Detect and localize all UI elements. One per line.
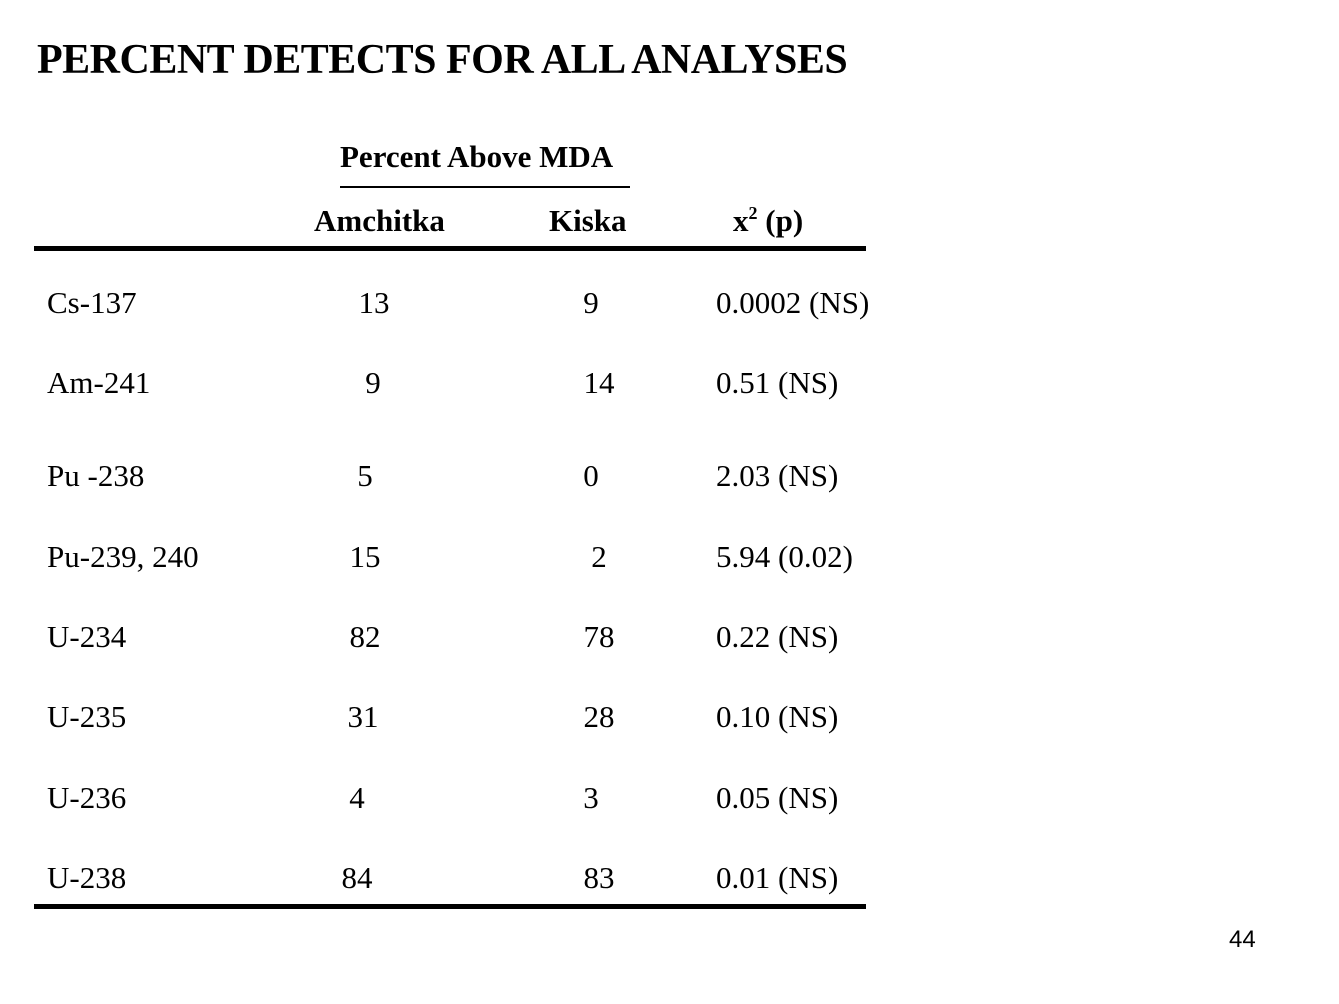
table-row-analyte: Am-241	[47, 365, 151, 400]
table-row-kiska: 78	[583, 619, 615, 654]
table-row-kiska: 3	[583, 780, 599, 815]
table-row-kiska: 28	[583, 699, 615, 734]
chi-superscript: 2	[748, 203, 758, 223]
table-row-amchitka: 31	[347, 699, 379, 734]
group-header-percent-above-mda: Percent Above MDA	[340, 139, 614, 174]
table-row-chi-square: 0.05 (NS)	[716, 780, 839, 815]
column-header-kiska: Kiska	[549, 203, 627, 238]
table-row-analyte: U-238	[47, 860, 127, 895]
table-row-chi-square: 0.0002 (NS)	[716, 285, 870, 320]
table-row-amchitka: 5	[357, 458, 373, 493]
column-header-amchitka: Amchitka	[314, 203, 445, 238]
chi-symbol: x	[733, 203, 749, 238]
table-row-chi-square: 5.94 (0.02)	[716, 539, 853, 574]
table-row-analyte: U-234	[47, 619, 127, 654]
table-bottom-rule	[34, 904, 866, 909]
table-row-analyte: U-235	[47, 699, 127, 734]
table-row-kiska: 14	[583, 365, 615, 400]
page-number: 44	[1229, 926, 1256, 953]
table-row-analyte: Cs-137	[47, 285, 137, 320]
chi-suffix: (p)	[757, 203, 804, 238]
table-row-kiska: 83	[583, 860, 615, 895]
table-row-amchitka: 9	[365, 365, 381, 400]
table-row-chi-square: 2.03 (NS)	[716, 458, 839, 493]
table-row-chi-square: 0.51 (NS)	[716, 365, 839, 400]
table-row-analyte: U-236	[47, 780, 127, 815]
table-row-amchitka: 13	[358, 285, 390, 320]
table-row-amchitka: 82	[349, 619, 381, 654]
table-row-chi-square: 0.10 (NS)	[716, 699, 839, 734]
table-row-amchitka: 4	[349, 780, 365, 815]
group-header-underline	[340, 186, 630, 188]
table-row-kiska: 0	[583, 458, 599, 493]
slide-title: PERCENT DETECTS FOR ALL ANALYSES	[37, 37, 848, 83]
column-header-chi-square	[733, 203, 803, 239]
table-top-rule	[34, 246, 866, 251]
table-row-kiska: 2	[591, 539, 607, 574]
table-row-analyte: Pu -238	[47, 458, 145, 493]
table-row-kiska: 9	[583, 285, 599, 320]
table-row-chi-square: 0.01 (NS)	[716, 860, 839, 895]
table-row-amchitka: 84	[341, 860, 373, 895]
table-row-analyte: Pu-239, 240	[47, 539, 199, 574]
table-row-chi-square: 0.22 (NS)	[716, 619, 839, 654]
table-row-amchitka: 15	[349, 539, 381, 574]
